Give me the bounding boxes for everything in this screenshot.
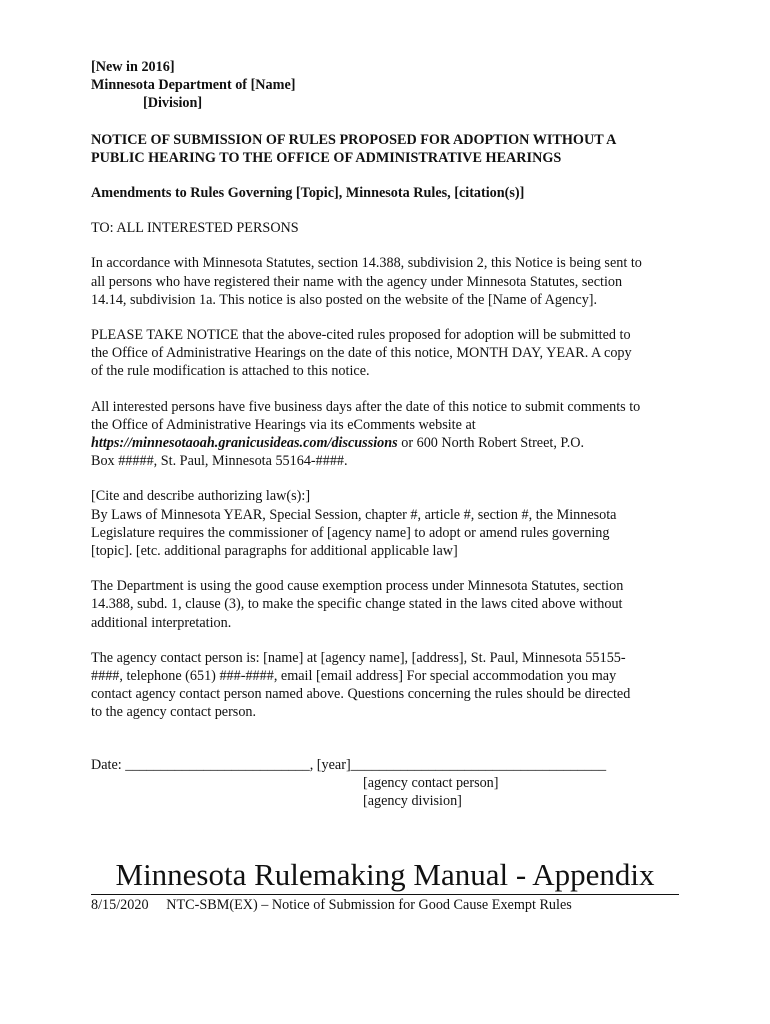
- footer-title: Minnesota Rulemaking Manual - Appendix: [91, 857, 679, 895]
- paragraph-line: the Office of Administrative Hearings on the date of this notice, MONTH DAY, YEAR. A copy: [91, 345, 632, 362]
- footer-line: 8/15/2020 NTC-SBM(EX) – Notice of Submission for Good Cause Exempt Rules: [91, 897, 572, 913]
- paragraph-line: In accordance with Minnesota Statutes, section 14.388, subdivision 2, this Notice is being sent to: [91, 255, 642, 272]
- paragraph-line: additional interpretation.: [91, 614, 232, 631]
- header-block: [91, 58, 691, 113]
- paragraph-line: [topic]. [etc. additional paragraphs for additional applicable law]: [91, 543, 458, 560]
- paragraph-take-notice: [91, 326, 691, 381]
- paragraph-line: all persons who have registered their name with the agency under Minnesota Statutes, section: [91, 273, 623, 290]
- ecomments-link[interactable]: https://minnesotaoah.granicusideas.com/discussions: [91, 435, 398, 452]
- document-page: [91, 58, 691, 810]
- paragraph-contact: [91, 649, 691, 722]
- paragraph-line: [Cite and describe authorizing law(s):]: [91, 488, 311, 505]
- paragraph-line: The agency contact person is: [name] at [agency name], [address], St. Paul, Minnesota 55155-: [91, 649, 626, 666]
- address-text: or 600 North Robert Street, P.O.: [397, 435, 585, 452]
- paragraph-line: of the rule modification is attached to this notice.: [91, 363, 370, 380]
- date-line: Date: __________________________, [year]____________________________________: [91, 756, 607, 773]
- new-tag: [New in 2016]: [91, 59, 175, 75]
- amendments-heading: Amendments to Rules Governing [Topic], Minnesota Rules, [citation(s)]: [91, 185, 525, 202]
- paragraph-line: 14.14, subdivision 1a. This notice is also posted on the website of the [Name of Agency].: [91, 291, 598, 308]
- paragraph-line: ####, telephone (651) ###-####, email [email address] For special accommodation you may: [91, 668, 617, 685]
- agency-contact-person: [agency contact person]: [363, 774, 499, 791]
- paragraph-line: to the agency contact person.: [91, 704, 257, 721]
- paragraph-line: 14.388, subd. 1, clause (3), to make the specific change stated in the laws cited above without: [91, 596, 623, 613]
- paragraph-registration: [91, 254, 691, 309]
- paragraph-line: contact agency contact person named above. Questions concerning the rules should be directed: [91, 686, 631, 703]
- paragraph-line: Box #####, St. Paul, Minnesota 55164-####.: [91, 453, 348, 470]
- paragraph-line-with-link: [91, 434, 691, 452]
- paragraph-comments: [91, 398, 691, 471]
- agency-division: [agency division]: [363, 793, 462, 810]
- paragraph-line: the Office of Administrative Hearings via its eComments website at: [91, 416, 476, 433]
- paragraph-line: By Laws of Minnesota YEAR, Special Session, chapter #, article #, section #, the Minnesota: [91, 506, 617, 523]
- paragraph-line: The Department is using the good cause exemption process under Minnesota Statutes, section: [91, 578, 624, 595]
- paragraph-good-cause: [91, 577, 691, 632]
- signature-block: [91, 756, 691, 811]
- department-name: Minnesota Department of [Name]: [91, 77, 296, 94]
- paragraph-line: PLEASE TAKE NOTICE that the above-cited rules proposed for adoption will be submitted to: [91, 327, 631, 344]
- to-line: TO: ALL INTERESTED PERSONS: [91, 220, 299, 237]
- notice-title-line2: PUBLIC HEARING TO THE OFFICE OF ADMINISTRATIVE HEARINGS: [91, 149, 562, 166]
- paragraph-authorizing-law: [91, 487, 691, 560]
- notice-title-line1: NOTICE OF SUBMISSION OF RULES PROPOSED FOR ADOPTION WITHOUT A: [91, 131, 617, 148]
- paragraph-line: Legislature requires the commissioner of [agency name] to adopt or amend rules governing: [91, 524, 610, 541]
- division-name: [Division]: [143, 95, 203, 112]
- notice-title: [91, 131, 691, 167]
- paragraph-line: All interested persons have five business days after the date of this notice to submit comments to: [91, 398, 641, 415]
